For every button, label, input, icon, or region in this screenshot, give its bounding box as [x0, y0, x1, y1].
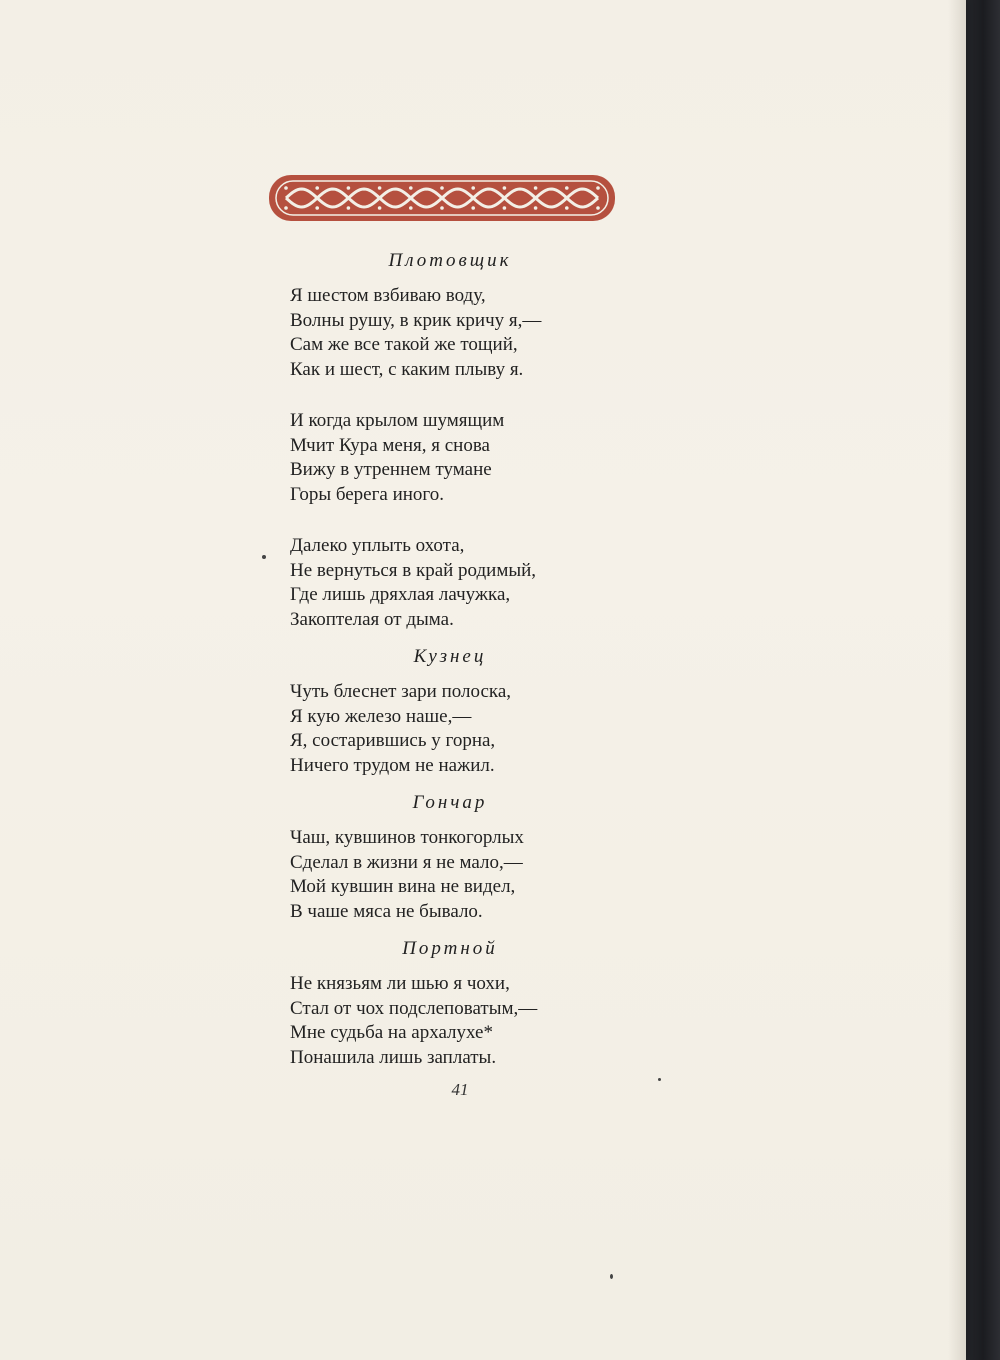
section-title: Плотовщик	[388, 250, 512, 271]
verse-line: Ничего трудом не нажил.	[290, 754, 495, 776]
ornament-dot	[565, 206, 569, 210]
ornament-dot	[347, 206, 351, 210]
verse-line: Сделал в жизни я не мало,—	[290, 851, 523, 873]
verse-line: Стал от чох подслеповатым,—	[290, 997, 538, 1019]
ornament-dot	[534, 186, 538, 190]
verse-line: Понашила лишь заплаты.	[290, 1046, 497, 1068]
verse-line: Как и шест, с каким плыву я.	[290, 358, 524, 380]
verse-line: Горы берега иного.	[290, 483, 444, 505]
poem-body	[290, 250, 690, 1070]
ornament-dot	[284, 206, 288, 210]
ornament-dot	[315, 206, 319, 210]
verse-line: Мне судьба на архалухе*	[290, 1022, 493, 1043]
verse-line: Волны рушу, в крик кричу я,—	[290, 309, 542, 331]
ornament-dot	[378, 186, 382, 190]
stanza	[290, 826, 690, 924]
ornament-dot	[409, 186, 413, 190]
stanza	[290, 409, 690, 507]
ornament-dot	[471, 186, 475, 190]
verse-line: Я шестом взбиваю воду,	[290, 285, 486, 306]
ornament-dot	[315, 186, 319, 190]
verse-line: Где лишь дряхлая лачужка,	[290, 584, 511, 605]
ink-speck	[262, 555, 266, 559]
verse-line: Чаш, кувшинов тонкогорлых	[290, 827, 524, 848]
verse-line: Мчит Кура меня, я снова	[290, 434, 490, 456]
section-title: Кузнец	[413, 646, 487, 667]
ornament-dot	[503, 206, 507, 210]
stanza	[290, 680, 690, 778]
verse-line: Сам же все такой же тощий,	[290, 334, 518, 355]
stanza	[290, 284, 690, 382]
ornament-dot	[440, 206, 444, 210]
verse-line: Вижу в утреннем тумане	[290, 459, 492, 480]
ornament-dot	[503, 186, 507, 190]
verse-line: Я кую железо наше,—	[290, 705, 472, 727]
ornament-dot	[565, 186, 569, 190]
ornament-dot	[471, 206, 475, 210]
stanza	[290, 534, 690, 632]
verse-line: И когда крылом шумящим	[290, 410, 505, 431]
ornament-dot	[534, 206, 538, 210]
ornament-dot	[409, 206, 413, 210]
ornament-dot	[596, 186, 600, 190]
verse-line: Мой кувшин вина не видел,	[290, 876, 516, 897]
page-number: 41	[451, 1080, 469, 1099]
verse-line: Далеко уплыть охота,	[290, 535, 465, 556]
section-title: Гончар	[412, 792, 488, 813]
ornament-dot	[440, 186, 444, 190]
ornament-dot	[596, 206, 600, 210]
verse-line: Закоптелая от дыма.	[290, 608, 454, 630]
verse-line: Я, состарившись у горна,	[290, 730, 496, 751]
ink-speck	[658, 1078, 661, 1081]
verse-line: Не князьям ли шью я чохи,	[290, 973, 510, 994]
verse-line: В чаше мяса не бывало.	[290, 900, 483, 922]
verse-line: Не вернуться в край родимый,	[290, 559, 537, 581]
ink-speck	[610, 1274, 613, 1279]
verse-line: Чуть блеснет зари полоска,	[290, 681, 512, 702]
ornament-dot	[347, 186, 351, 190]
page-edge-shadow	[948, 0, 966, 1360]
braided-ornament-icon	[268, 174, 616, 222]
ornament-dot	[284, 186, 288, 190]
ornament-dot	[378, 206, 382, 210]
section-title: Портной	[402, 938, 498, 959]
stanza	[290, 972, 690, 1070]
